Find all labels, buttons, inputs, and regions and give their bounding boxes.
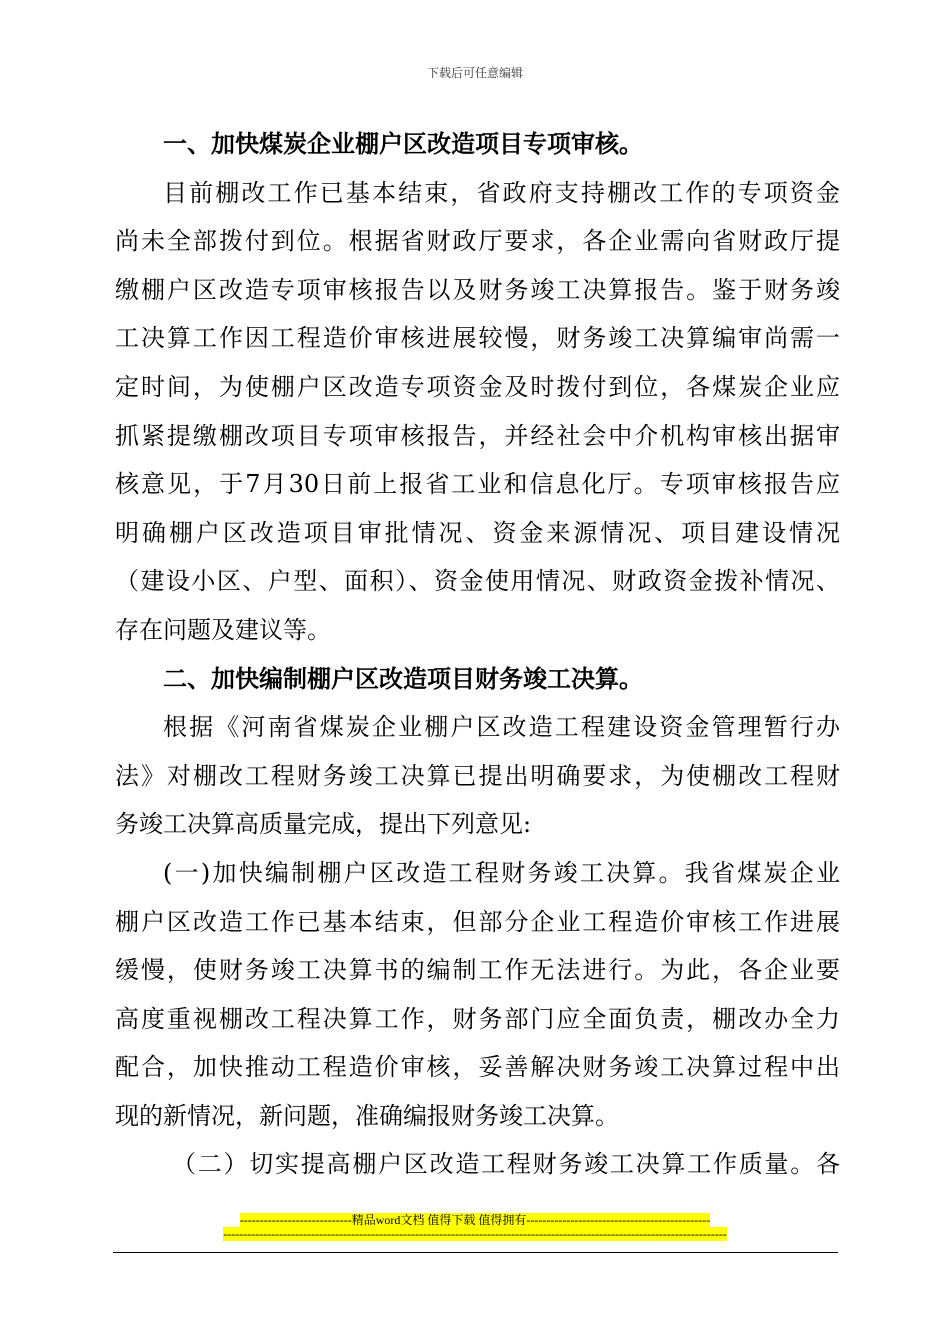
paragraph-line: 务竣工决算高质量完成，提出下列意见: [115, 810, 532, 839]
page-footer [0, 1213, 950, 1241]
section-heading-1: 一、加快煤炭企业棚户区改造项目专项审核。 [163, 130, 643, 158]
paragraph-line: 法》对棚改工程财务竣工决算已提出明确要求，为使棚改工程财 [115, 761, 840, 790]
paragraph-line: 配合，加快推动工程造价审核，妥善解决财务竣工决算过程中出 [115, 1053, 840, 1082]
paragraph-line: 根据《河南省煤炭企业棚户区改造工程建设资金管理暂行办 [163, 713, 840, 742]
footer-banner-line-2: ------------------------------------------------------------------------------------------------------------------------------ [223, 1227, 727, 1241]
document-body [115, 120, 840, 1189]
paragraph-line: （建设小区、户型、面积）、资金使用情况、财政资金拨补情况、 [115, 567, 840, 596]
paragraph-line: 高度重视棚改工程决算工作，财务部门应全面负责，棚改办全力 [115, 1004, 840, 1033]
page-header: 下载后可任意编辑 [426, 66, 523, 80]
paragraph-line: 目前棚改工作已基本结束，省政府支持棚改工作的专项资金 [163, 178, 840, 207]
paragraph-line: 现的新情况，新问题，准确编报财务竣工决算。 [115, 1101, 619, 1130]
paragraph-line: （二）切实提高棚户区改造工程财务竣工决算工作质量。各 [172, 1150, 840, 1179]
footer-divider [113, 1252, 838, 1253]
paragraph-line: 核意见，于7月30日前上报省工业和信息化厅。专项审核报告应 [115, 470, 840, 499]
paragraph-line: 存在问题及建议等。 [115, 615, 331, 644]
paragraph-line: 抓紧提缴棚改项目专项审核报告，并经社会中介机构审核出据审 [115, 421, 840, 450]
paragraph-line: 工决算工作因工程造价审核进展较慢，财务竣工决算编审尚需一 [115, 324, 840, 353]
section-heading-2: 二、加快编制棚户区改造项目财务竣工决算。 [163, 664, 643, 693]
paragraph-line: 定时间，为使棚户区改造专项资金及时拨付到位，各煤炭企业应 [115, 372, 840, 401]
paragraph-line: 缴棚户区改造专项审核报告以及财务竣工决算报告。鉴于财务竣 [115, 275, 840, 304]
footer-banner-line-1: ----------------------------精品word文档 值得下载 值得拥有---------------------------------------------- [239, 1213, 711, 1227]
paragraph-line: 缓慢，使财务竣工决算书的编制工作无法进行。为此，各企业要 [115, 956, 840, 985]
paragraph-line: (一)加快编制棚户区改造工程财务竣工决算。我省煤炭企业 [163, 858, 840, 887]
paragraph-line: 棚户区改造工作已基本结束，但部分企业工程造价审核工作进展 [115, 907, 840, 936]
paragraph-line: 明确棚户区改造项目审批情况、资金来源情况、项目建设情况 [115, 518, 840, 547]
paragraph-line: 尚未全部拨付到位。根据省财政厅要求，各企业需向省财政厅提 [115, 227, 840, 256]
